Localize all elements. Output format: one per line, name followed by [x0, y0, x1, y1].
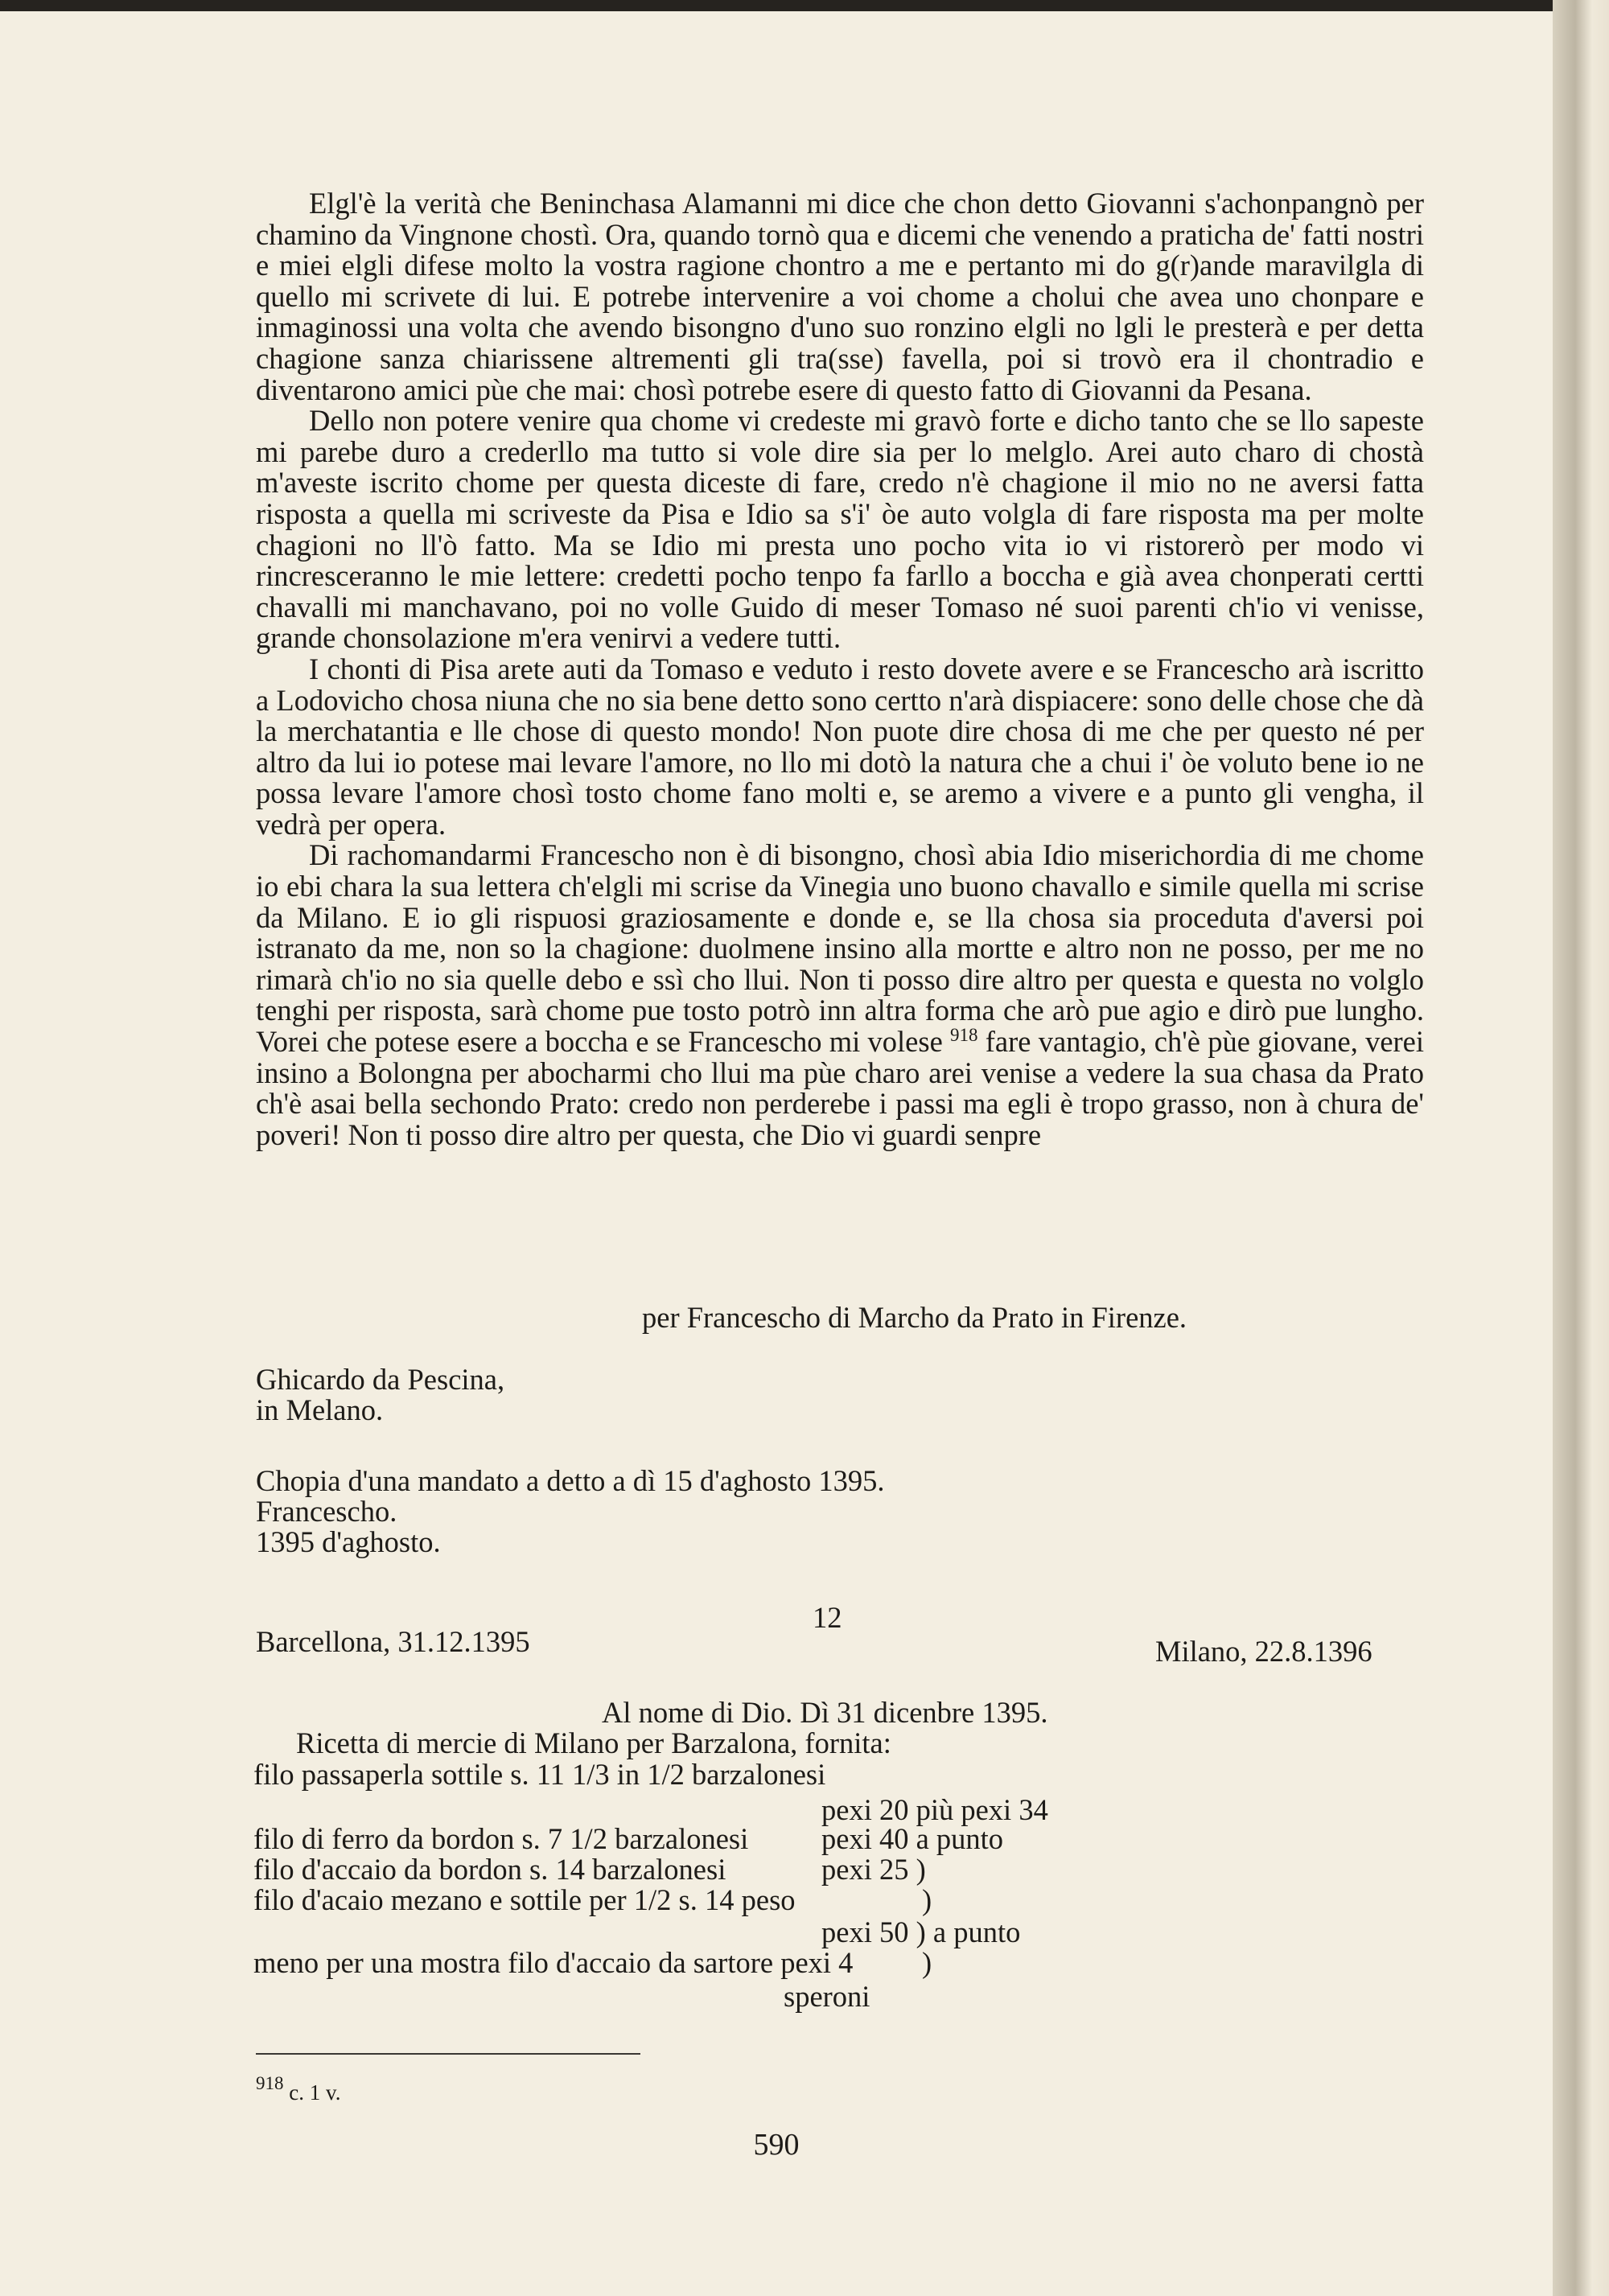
book-gutter	[1553, 0, 1609, 2296]
paragraph-4	[256, 840, 1424, 1150]
recipe-line: pexi 20 più pexi 34	[821, 1793, 1048, 1826]
endorsement-line-2: Francescho.	[256, 1495, 397, 1528]
paragraph-3: I chonti di Pisa arete auti da Tomaso e veduto i resto dovete avere e se Francescho arà iscritto a Lodovicho chosa niuna che no sia bene detto sono certto n'arà dispiacere: sono delle chose che dà la merchatantia e lle chose di questo mondo! Non puote dire chosa di me che per questo né per altro da lui io potese mai levare l'amore, no llo mi dotò la natura che a chui i' òe voluto bene io ne possa levare l'amore chosì tosto chome fano molti e, se aremo a vivere e a punto gli vengha, il vedrà per opera.	[256, 652, 1424, 841]
paragraph-4-part-2: fare vantagio, ch'è pùe giovane, verei insino a Bolongna per abocharmi cho llui ma pùe charo arei venise a vedere la sua chasa da Prato ch'è asai bella sechondo Prato: credo non perderebe i passi ma egli è tropo grasso, non à chura de' poveri! Non ti posso dire altro per questa, che Dio vi guardi senpre	[256, 1025, 1425, 1151]
letter-heading: Al nome di Dio. Dì 31 dicenbre 1395.	[602, 1696, 1048, 1729]
recipe-line: )	[922, 1946, 932, 1979]
endorsement-line-3: 1395 d'aghosto.	[256, 1525, 441, 1558]
letter-body	[256, 188, 1424, 1150]
endorsement-line-1: Chopia d'una mandato a detto a dì 15 d'aghosto 1395.	[256, 1464, 885, 1497]
recipe-line: filo d'acaio mezano e sottile per 1/2 s. 14 peso	[253, 1883, 796, 1916]
book-page	[0, 11, 1553, 2296]
sender-line-2: in Melano.	[256, 1393, 384, 1426]
recipe-line: meno per una mostra filo d'accaio da sartore pexi 4	[253, 1946, 854, 1979]
origin-place-date: Barcellona, 31.12.1395	[256, 1625, 530, 1658]
footnote-text: c. 1 v.	[289, 2080, 341, 2105]
footnote-reference[interactable]: 918	[950, 1025, 978, 1046]
recipe-line: speroni	[784, 1980, 870, 2013]
recipe-line: pexi 25 )	[821, 1853, 926, 1886]
destination-place-date: Milano, 22.8.1396	[1155, 1635, 1372, 1668]
recipe-line: filo passaperla sottile s. 11 1/3 in 1/2 barzalonesi	[253, 1758, 826, 1791]
footnote-separator	[256, 2053, 640, 2055]
letter-address: per Francescho di Marcho da Prato in Firenze.	[642, 1301, 1187, 1334]
recipe-line: pexi 50 ) a punto	[821, 1915, 1021, 1948]
recipe-line: filo di ferro da bordon s. 7 1/2 barzalonesi	[253, 1822, 749, 1855]
paragraph-4-part-1: Di rachomandarmi Francescho non è di bisongno, chosì abia Idio miserichordia di me chome io ebi chara la sua lettera ch'elgli mi scrise da Vinegia uno buono chavallo e simile quella mi scrise da Milano. E io gli rispuosi graziosamente e donde e, se lla chosa sia proceduta d'aversi poi istranato da me, non so la chagione: duolmene insino alla mortte e altro non ne posso, per me no rimarà ch'io no sia quelle debo e ssì cho llui. Non ti posso dire altro per questa e questa no volglo tenghi per risposta, sarà chome pue tosto potrò inn altra forma che arò pue agio e dirò pue lungho. Vorei che potese esere a boccha e se Francescho mi volese	[256, 838, 1424, 1059]
page-number: 590	[753, 2128, 800, 2162]
paragraph-2: Dello non potere venire qua chome vi credeste mi gravò forte e dicho tanto che se llo sapeste mi parebe duro a crederllo ma tutto si vole dire sia per lo melglo. Arei auto charo di chostà m'aveste iscrito chome per questa diceste di fare, credo n'è chagione il mio no ne aversi fatta risposta a quella mi scriveste da Pisa e Idio sa s'i' òe auto volgla di fare risposta ma per molte chagioni no ll'ò fatto. Ma se Idio mi presta uno pocho vita io vi ristorerò per modo vi rincresceranno le mie lettere: credetti pocho tenpo fa farllo a boccha e già avea chonperati certti chavalli mi manchavano, poi no volle Guido di meser Tomaso né suoi parenti ch'io vi venisse, grande chonsolazione m'era venirvi a vedere tutti.	[256, 404, 1424, 655]
footnote-number: 918	[256, 2073, 284, 2093]
document-number: 12	[813, 1601, 842, 1634]
scan-top-edge	[0, 0, 1553, 11]
footnote	[256, 2073, 341, 2105]
recipe-line: pexi 40 a punto	[821, 1822, 1004, 1855]
sender-line-1: Ghicardo da Pescina,	[256, 1363, 505, 1396]
recipe-line: )	[922, 1883, 932, 1916]
recipe-line: filo d'accaio da bordon s. 14 barzalonesi	[253, 1853, 726, 1886]
recipe-title: Ricetta di mercie di Milano per Barzalona, fornita:	[296, 1726, 891, 1759]
paragraph-1: Elgl'è la verità che Beninchasa Alamanni mi dice che chon detto Giovanni s'achonpangnò per chamino da Vingnone chostì. Ora, quando tornò qua e dicemi che venendo a praticha de' fatti nostri e miei elgli difese molto la vostra ragione chontro a me e pertanto mi do g(r)ande maravilgla di quello mi scrivete di lui. E potrebe intervenire a voi chome a cholui che avea uno chonpare e inmaginossi una volta che avendo bisongno d'uno suo ronzino elgli no lgli le presterà e per detta chagione sanza chiarissene altrementi gli tra(sse) favella, poi si trovò era il chontradio e diventarono amici pùe che mai: chosì potrebe esere di questo fatto di Giovanni da Pesana.	[256, 187, 1424, 406]
